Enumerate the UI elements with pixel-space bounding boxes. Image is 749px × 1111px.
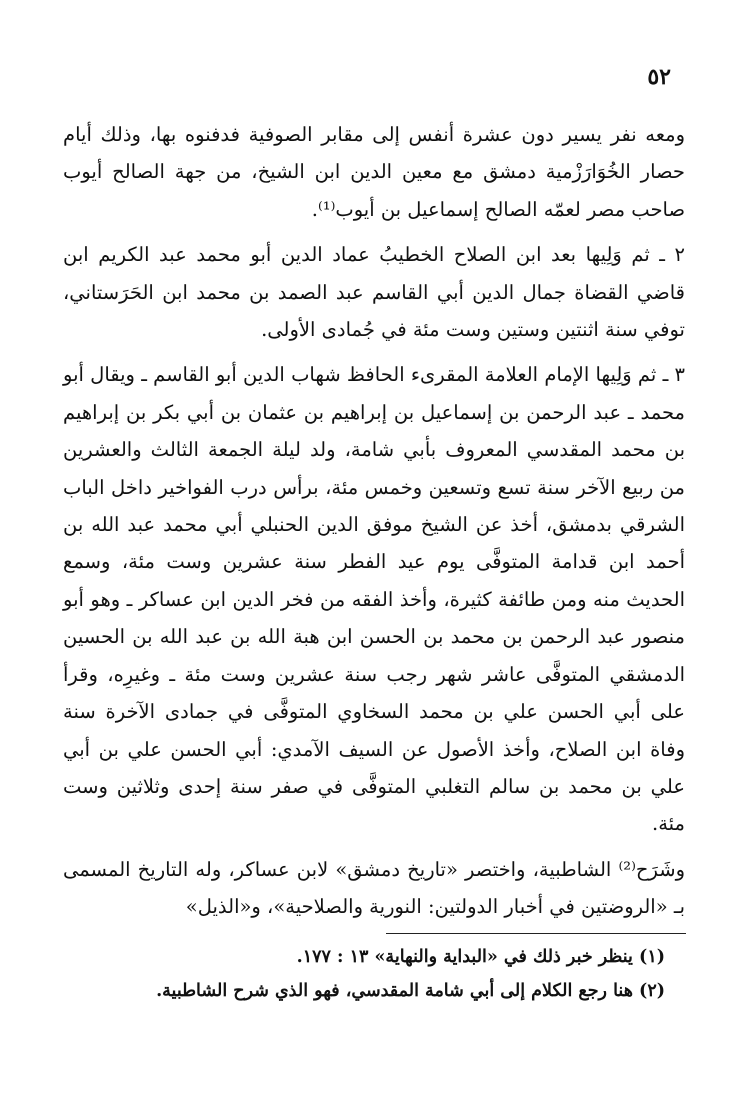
footnote-1: (١) ينظر خبر ذلك في «البداية والنهاية» ١٣ : ١٧٧. <box>296 947 665 967</box>
footnote-2: (٢) هنا رجع الكلام إلى أبي شامة المقدسي، فهو الذي شرح الشاطبية. <box>156 981 665 1001</box>
paragraph-continuation: وشَرَح⁽²⁾ الشاطبية، واختصر «تاريخ دمشق» لابن عساكر، وله التاريخ المسمى بـ «الروضتين في أخبار الدولتين: النورية والصلاحية»، و«الذيل» <box>63 857 685 919</box>
page-number: ٥٢ <box>647 64 671 90</box>
footnotes <box>65 940 665 1008</box>
paragraph-intro: ومعه نفر يسير دون عشرة أنفس إلى مقابر الصوفية فدفنوه بها، وذلك أيام حصار الخُوَارَزْمية دمشق مع معين الدين ابن الشيخ، من جهة الصالح أيوب صاحب مصر لعمّه الصالح إسماعيل بن أيوب⁽¹⁾. <box>63 123 685 221</box>
footnote-divider <box>386 933 686 934</box>
paragraph-item-2: ٢ ـ ثم وَلِيها بعد ابن الصلاح الخطيبُ عماد الدين أبو محمد عبد الكريم ابن قاضي القضاة جمال الدين أبي القاسم عبد الصمد بن محمد ابن الحَرَستاني، توفي سنة اثنتين وستين وست مئة في جُمادى الأولى. <box>63 243 685 342</box>
main-text <box>63 116 685 926</box>
paragraph-item-3: ٣ ـ ثم وَلِيها الإمام العلامة المقرىء الحافظ شهاب الدين أبو القاسم ـ ويقال أبو محمد ـ عبد الرحمن بن إسماعيل بن إبراهيم بن عثمان بن أبي بكر بن إبراهيم بن محمد المقدسي المعروف بأبي شامة، ولد ليلة الجمعة الثالث والعشرين من ربيع الآخر سنة تسع وتسعين وخمس مئة، برأس درب الفواخير داخل الباب الشرقي بدمشق، أخذ عن الشيخ موفق الدين الحنبلي أبي محمد عبد الله بن أحمد ابن قدامة المتوفَّى يوم عيد الفطر سنة عشرين وست مئة، وسمع الحديث منه ومن طائفة كثيرة، وأخذ الفقه من فخر الدين ابن عساكر ـ وهو أبو منصور عبد الرحمن بن محمد بن الحسن ابن هبة الله بن عبد الله بن الحسين الدمشقي المتوفَّى عاشر شهر رجب سنة عشرين وست مئة ـ وغيرِه، وقرأ على أبي الحسن علي بن محمد السخاوي المتوفَّى في جمادى الآخرة سنة وفاة ابن الصلاح، وأخذ الأصول عن السيف الآمدي: أبي الحسن علي بن أبي علي بن محمد بن سالم التغلبي المتوفَّى في صفر سنة إحدى وثلاثين وست مئة. <box>63 363 685 836</box>
